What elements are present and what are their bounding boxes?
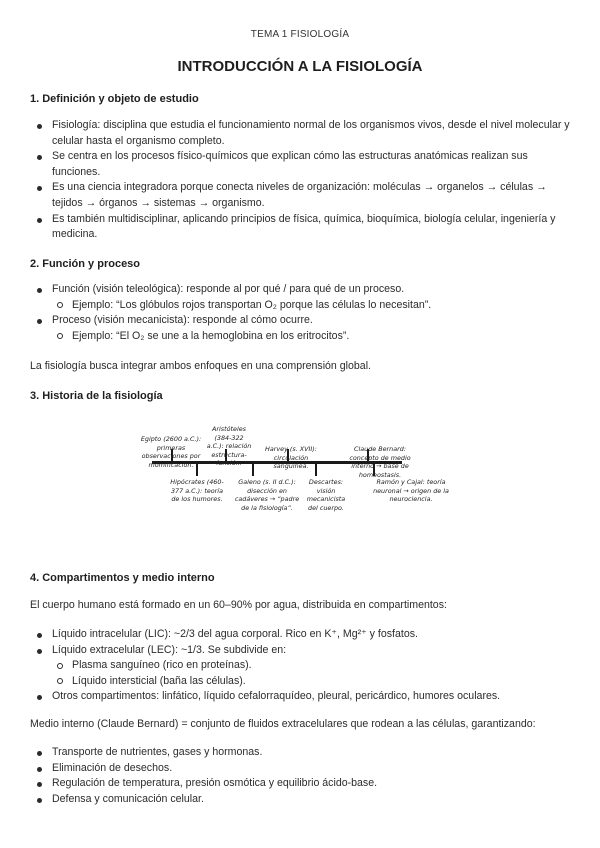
- list-item: Regulación de temperatura, presión osmótica y equilibrio ácido-base.: [30, 776, 578, 792]
- list-item: Es también multidisciplinar, aplicando principios de física, química, bioquímica, biología celular, ingeniería y medicina.: [30, 212, 578, 243]
- section-1-list: [30, 118, 578, 243]
- timeline-event-hipocrates: Hipócrates (460-377 a.C.): teoría de los humores.: [170, 478, 224, 504]
- timeline-event-galeno: Galeno (s. II d.C.): disección en cadáveres → “padre de la fisiología”.: [234, 478, 300, 512]
- list-item: Líquido extracelular (LEC): ~1/3. Se subdivide en:: [30, 643, 578, 659]
- timeline-event-egipto: Egipto (2600 a.C.): primeras observaciones por momificación.: [140, 435, 202, 469]
- list-item: Fisiología: disciplina que estudia el funcionamiento normal de los organismos vivos, desde el nivel molecular y celular hasta el organismo completo.: [30, 118, 578, 149]
- medio-interno-list: [30, 745, 578, 807]
- list-subitem: Ejemplo: “Los glóbulos rojos transportan O₂ porque las células lo necesitan”.: [30, 298, 578, 314]
- timeline-event-descartes: Descartes: visión mecanicista del cuerpo.: [306, 478, 346, 512]
- list-subitem: Ejemplo: “El O₂ se une a la hemoglobina en los eritrocitos”.: [30, 329, 578, 345]
- list-item: Es una ciencia integradora porque conecta niveles de organización: moléculas → organelos → células → tejidos → órganos → sistemas → organismo.: [30, 180, 578, 211]
- document-header: TEMA 1 FISIOLOGÍA: [250, 29, 350, 40]
- medio-interno-definition: Medio interno (Claude Bernard) = conjunto de fluidos extracelulares que rodean a las células, garantizando:: [30, 718, 536, 730]
- history-timeline: [0, 425, 600, 565]
- list-item: Defensa y comunicación celular.: [30, 792, 578, 808]
- list-item: Función (visión teleológica): responde al por qué / para qué de un proceso.: [30, 282, 578, 298]
- section-4-intro: El cuerpo humano está formado en un 60–90% por agua, distribuida en compartimentos:: [30, 599, 447, 611]
- timeline-event-cajal: Ramón y Cajal: teoría neuronal → origen de la neurociencia.: [373, 478, 449, 504]
- list-subitem: Líquido intersticial (baña las células).: [30, 674, 578, 690]
- list-item: Líquido intracelular (LIC): ~2/3 del agua corporal. Rico en K⁺, Mg²⁺ y fosfatos.: [30, 627, 578, 643]
- section-2-closing: La fisiología busca integrar ambos enfoques en una comprensión global.: [30, 360, 371, 372]
- section-1-heading: 1. Definición y objeto de estudio: [30, 93, 199, 105]
- timeline-event-harvey: Harvey (s. XVII): circulación sanguínea.: [265, 445, 317, 471]
- list-item: Eliminación de desechos.: [30, 761, 578, 777]
- list-item: Transporte de nutrientes, gases y hormonas.: [30, 745, 578, 761]
- page-title: INTRODUCCIÓN A LA FISIOLOGÍA: [177, 58, 423, 75]
- list-item: Proceso (visión mecanicista): responde al cómo ocurre.: [30, 313, 578, 329]
- timeline-tick: [252, 464, 254, 476]
- timeline-event-bernard: Claude Bernard: concepto de medio interno → base de homeostasis.: [349, 445, 411, 479]
- list-item: Otros compartimentos: linfático, líquido cefalorraquídeo, pleural, pericárdico, humores oculares.: [30, 689, 578, 705]
- list-item: Se centra en los procesos físico-químicos que explican cómo las estructuras anatómicas realizan sus funciones.: [30, 149, 578, 180]
- list-subitem: Plasma sanguíneo (rico en proteínas).: [30, 658, 578, 674]
- section-4-heading: 4. Compartimentos y medio interno: [30, 572, 215, 584]
- timeline-event-aristoteles: Aristóteles (384-322 a.C.): relación estructura-función.: [206, 425, 252, 468]
- section-2-list: [30, 282, 578, 344]
- section-3-heading: 3. Historia de la fisiología: [30, 390, 163, 402]
- compartments-list: [30, 627, 578, 705]
- section-2-heading: 2. Función y proceso: [30, 258, 141, 270]
